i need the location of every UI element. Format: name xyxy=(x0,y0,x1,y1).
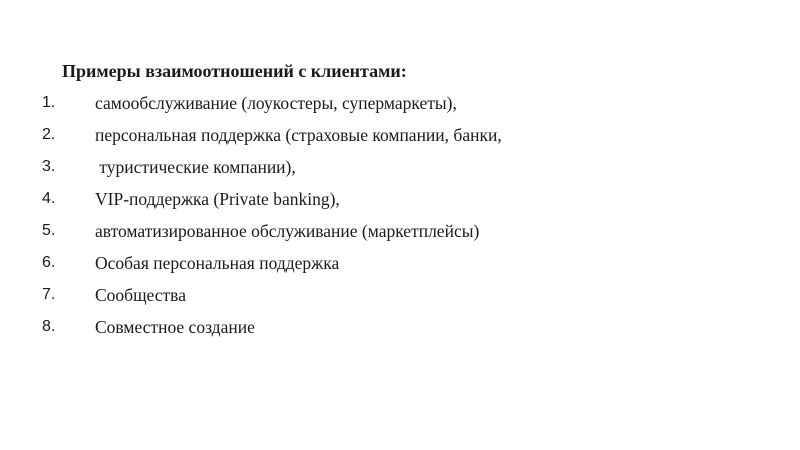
list-item-text: Совместное создание xyxy=(95,317,255,337)
list-item-number: 8. xyxy=(42,318,56,335)
list-item-number: 6. xyxy=(42,254,56,271)
list-item-text: Сообщества xyxy=(95,285,186,305)
slide-heading: Примеры взаимоотношений с клиентами: xyxy=(62,61,407,81)
list-item-number: 3. xyxy=(42,158,56,175)
list-item-number: 7. xyxy=(42,286,56,303)
list-item-number: 5. xyxy=(42,222,56,239)
list-item-text: Особая персональная поддержка xyxy=(95,253,340,273)
list-item-text: самообслуживание (лоукостеры, супермаркеты), xyxy=(95,93,457,113)
list-item-number: 1. xyxy=(42,94,56,111)
list-item-text: VIP-поддержка (Private banking), xyxy=(95,189,340,209)
list-item-number: 4. xyxy=(42,190,56,207)
list-item-text: персональная поддержка (страховые компании, банки, xyxy=(95,125,502,145)
list-item-text: автоматизированное обслуживание (маркетплейсы) xyxy=(95,221,480,241)
list-item-text: туристические компании), xyxy=(95,157,296,177)
list-item-number: 2. xyxy=(42,126,56,143)
